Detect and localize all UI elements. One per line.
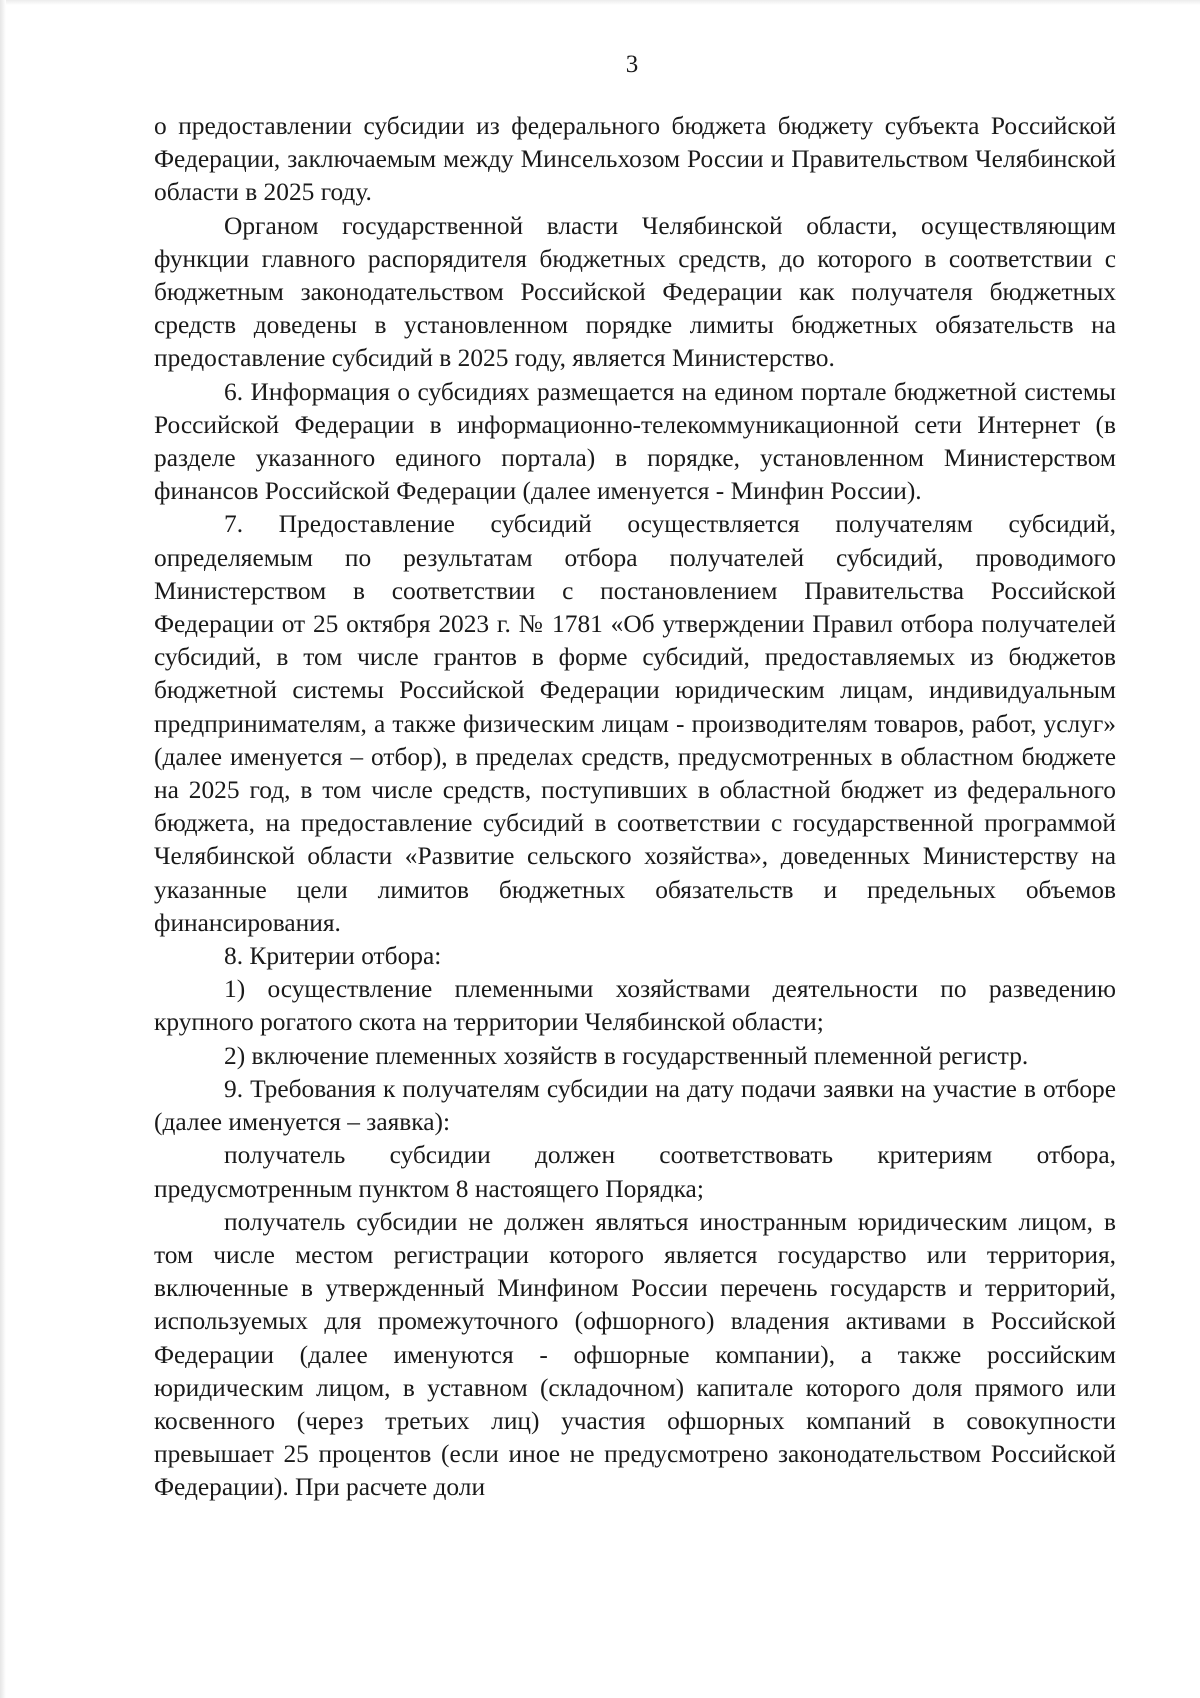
page-number: 3: [625, 51, 639, 78]
paragraph-authority: Органом государственной власти Челябинской области, осуществляющим функции главного распорядителя бюджетных средств, до которого в соответствии с бюджетным законодательством Российской Федерации как получателя бюджетных средств доведены в установленном порядке лимиты бюджетных обязательств на предоставление субсидий в 2025 году, является Министерство.: [154, 211, 1116, 373]
scan-edge-top: [0, 0, 1200, 5]
scan-edge-left: [0, 0, 6, 1698]
paragraph-item-9: 9. Требования к получателям субсидии на дату подачи заявки на участие в отборе (далее именуется – заявка):: [154, 1074, 1116, 1137]
paragraph-item-8-1: 1) осуществление племенными хозяйствами деятельности по разведению крупного рогатого скота на территории Челябинской области;: [154, 975, 1116, 1037]
paragraph-item-9-offshore: получатель субсидии не должен являться иностранным юридическим лицом, в том числе местом регистрации которого является государство или территория, включенные в утвержденный Минфином России перечень государств и территорий, используемых для промежуточного (офшорного) владения активами в Российской Федерации (далее именуются - офшорные компании), а также российским юридическим лицом, в уставном (складочном) капитале которого доля прямого или косвенного (через третьих лиц) участия офшорных компаний в совокупности превышает 25 процентов (если иное не предусмотрено законодательством Российской Федерации). При расчете доли: [154, 1207, 1116, 1502]
document-body: [154, 110, 1116, 1505]
paragraph-item-8-2: 2) включение племенных хозяйств в государственный племенной регистр.: [224, 1041, 1029, 1070]
paragraph-item-7: 7. Предоставление субсидий осуществляется получателям субсидий, определяемым по результатам отбора получателей субсидий, проводимого Министерством в соответствии с постановлением Правительства Российской Федерации от 25 октября 2023 г. № 1781 «Об утверждении Правил отбора получателей субсидий, в том числе грантов в форме субсидий, предоставляемых из бюджетов бюджетной системы Российской Федерации юридическим лицам, индивидуальным предпринимателям, а также физическим лицам - производителям товаров, работ, услуг» (далее именуется – отбор), в пределах средств, предусмотренных в областном бюджете на 2025 год, в том числе средств, поступивших в областной бюджет из федерального бюджета, на предоставление субсидий в соответствии с государственной программой Челябинской области «Развитие сельского хозяйства», доведенных Министерству на указанные цели лимитов бюджетных обязательств и предельных объемов финансирования.: [154, 510, 1116, 937]
paragraph-item-6: 6. Информация о субсидиях размещается на едином портале бюджетной системы Российской Федерации в информационно-телекоммуникационной сети Интернет (в разделе указанного единого портала) в порядке, установленном Министерством финансов Российской Федерации (далее именуется - Минфин России).: [154, 377, 1116, 506]
paragraph-continuation: о предоставлении субсидии из федерального бюджета бюджету субъекта Российской Федерации, заключаемым между Минсельхозом России и Правительством Челябинской области в 2025 году.: [154, 112, 1116, 207]
paragraph-item-9-criteria: получатель субсидии должен соответствовать критериям отбора, предусмотренным пунктом 8 настоящего Порядка;: [154, 1141, 1116, 1203]
paragraph-item-8: 8. Критерии отбора:: [224, 942, 442, 971]
